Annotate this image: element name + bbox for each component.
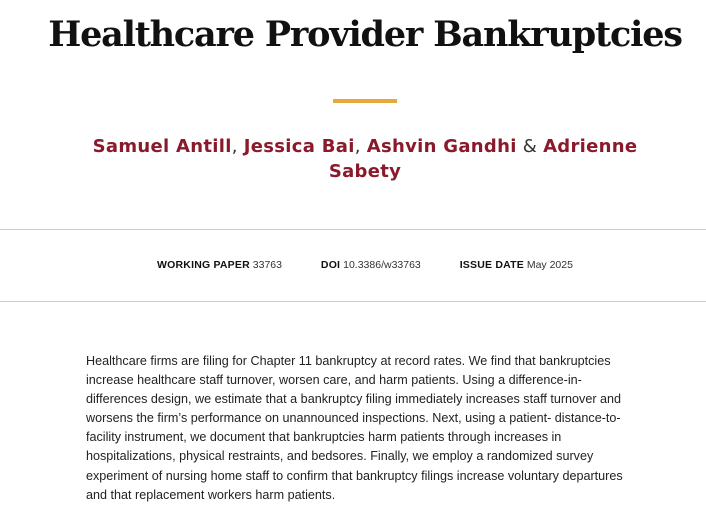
issue-date-value: May 2025 — [526, 259, 573, 271]
paper-metadata — [0, 259, 706, 271]
issue-date — [460, 259, 573, 271]
author-separator: & — [516, 136, 544, 157]
doi — [321, 259, 421, 271]
doi-label: DOI — [320, 259, 341, 271]
title-accent-divider — [333, 99, 397, 103]
page-title: Healthcare Provider Bankruptcies — [48, 14, 682, 55]
author-list — [80, 134, 650, 184]
author-link-adrienne-sabety[interactable]: Adrienne Sabety — [328, 136, 638, 182]
abstract-text: Healthcare firms are filing for Chapter 11 bankruptcy at record rates. We find that bankruptcies increase healthcare staff turnover, worsen care, and harm patients. Using a difference-in-differences design, we estimate that a bankruptcy filing immediately increases staff turnover and worsens the firm’s performance on unannounced inspections. Next, using a patient- distance-to-facility instrument, we document that bankruptcies harm patients through increases in hospitalizations, physical restraints, and bedsores. Finally, we employ a randomized survey experiment of nursing home staff to confirm that bankruptcy filings increase voluntary departures and that replacement workers harm patients. — [86, 354, 623, 502]
issue-date-label: ISSUE DATE — [459, 259, 524, 271]
author-separator: , — [231, 136, 244, 157]
meta-divider-top — [0, 229, 706, 230]
meta-divider-bottom — [0, 301, 706, 302]
working-paper-label: WORKING PAPER — [157, 259, 250, 271]
author-separator: , — [354, 136, 367, 157]
author-link-ashvin-gandhi[interactable]: Ashvin Gandhi — [366, 136, 517, 157]
author-link-samuel-antill[interactable]: Samuel Antill — [92, 136, 232, 157]
working-paper-number — [157, 259, 282, 271]
working-paper-value: 33763 — [252, 259, 282, 271]
author-link-jessica-bai[interactable]: Jessica Bai — [243, 136, 355, 157]
doi-value[interactable]: 10.3386/w33763 — [343, 259, 421, 271]
